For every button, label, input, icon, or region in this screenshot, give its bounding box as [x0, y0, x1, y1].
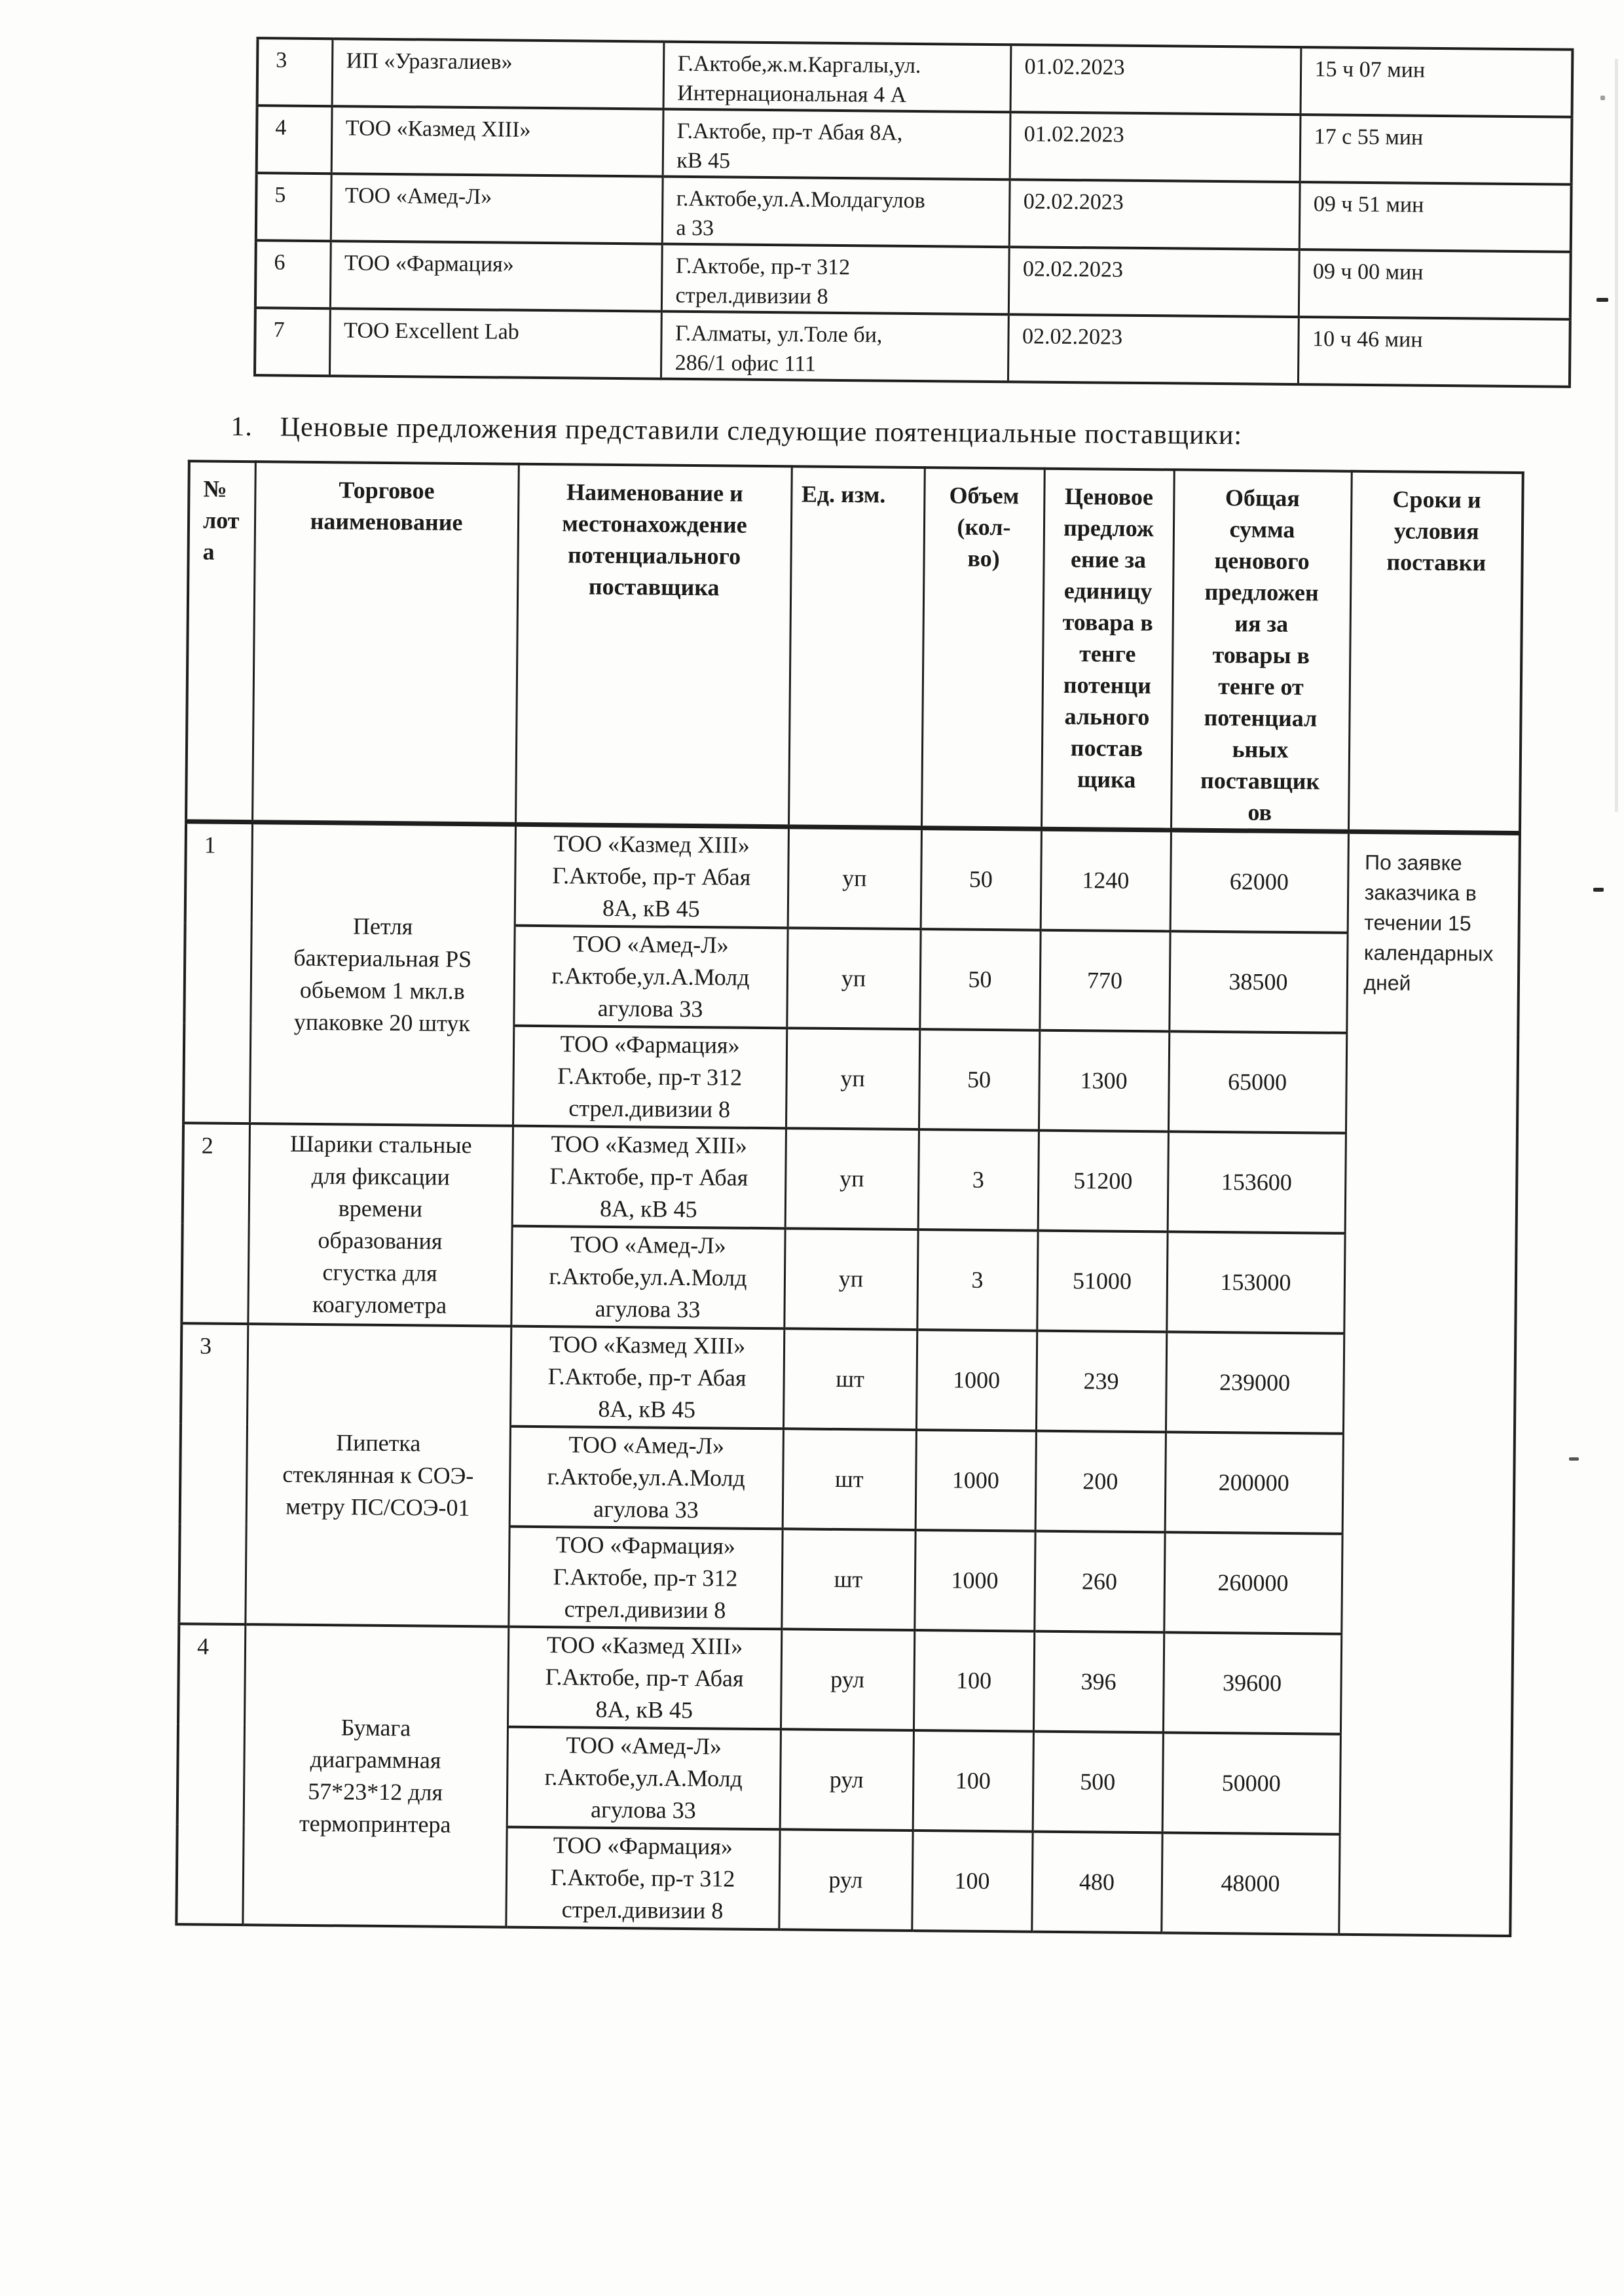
reg-supplier-address: Г.Актобе, пр-т Абая 8А, кВ 45: [663, 109, 1010, 180]
qty-cell: 100: [913, 1730, 1033, 1832]
qty-cell: 3: [918, 1129, 1039, 1231]
qty-cell: 100: [912, 1831, 1032, 1932]
table-row: [256, 173, 1572, 252]
unit-cell: рул: [780, 1729, 913, 1831]
total-cell: 38500: [1169, 931, 1347, 1032]
heading-text: Ценовые предложения представили следующие поятенциальные поставщики:: [280, 412, 1243, 451]
price-cell: 239: [1036, 1331, 1166, 1432]
lot-number-cell: 3: [179, 1323, 248, 1624]
col-header-supplier: Наименование и местонахождение потенциального поставщика: [515, 464, 792, 827]
qty-cell: 1000: [915, 1430, 1036, 1531]
col-header-total-sum: Общая сумма ценового предложен ия за товары в тенге от потенциал ьных поставщик ов: [1171, 469, 1352, 831]
price-cell: 260: [1034, 1531, 1164, 1633]
product-cell: Пипетка стеклянная к СОЭ- метру ПС/СОЭ-01: [245, 1324, 511, 1626]
supplier-cell: ТОО «Казмед XIII» Г.Актобе, пр-т Абая 8А, кВ 45: [510, 1326, 784, 1429]
col-header-lot-number: № лот а: [186, 461, 255, 822]
price-cell: 1300: [1039, 1030, 1169, 1132]
unit-cell: рул: [779, 1829, 912, 1931]
reg-supplier-name: ТОО «Амед-Л»: [331, 173, 663, 244]
reg-supplier-address: Г.Актобе,ж.м.Каргалы,ул. Интернациональная 4 А: [663, 42, 1011, 113]
reg-date: 02.02.2023: [1008, 314, 1299, 384]
qty-cell: 50: [921, 828, 1041, 930]
reg-date: 01.02.2023: [1010, 45, 1301, 115]
total-cell: 153600: [1168, 1131, 1346, 1233]
scan-artifact: [1569, 1457, 1579, 1461]
reg-date: 02.02.2023: [1008, 247, 1299, 317]
scan-edge-streak: [1615, 59, 1618, 812]
lot-number-cell: 2: [181, 1123, 249, 1324]
table-row: [183, 1123, 1517, 1235]
supplier-cell: ТОО «Фармация» Г.Актобе, пр-т 312 стрел.дивизии 8: [508, 1527, 782, 1630]
supplier-cell: ТОО «Казмед XIII» Г.Актобе, пр-т Абая 8А, кВ 45: [507, 1627, 781, 1730]
scan-artifact: [1593, 888, 1604, 892]
col-header-unit-price: Ценовое предлож ение за единицу товара в тенге потенци ального постав щика: [1041, 469, 1174, 830]
price-cell: 200: [1035, 1431, 1166, 1533]
qty-cell: 1000: [914, 1530, 1035, 1631]
total-cell: 48000: [1161, 1832, 1339, 1934]
table-row: [257, 105, 1572, 185]
reg-row-number: 3: [257, 38, 333, 106]
reg-time: 10 ч 46 мин: [1298, 317, 1570, 387]
product-cell: Бумага диаграммная 57*23*12 для термопринтера: [242, 1624, 508, 1927]
table-row: [181, 1323, 1515, 1435]
col-header-quantity: Объем (кол- во): [921, 467, 1044, 829]
reg-row-number: 6: [255, 240, 331, 308]
supplier-cell: ТОО «Амед-Л» г.Актобе,ул.А.Молд агулова 33: [513, 926, 787, 1029]
reg-date: 02.02.2023: [1009, 179, 1300, 249]
supplier-cell: ТОО «Фармация» Г.Актобе, пр-т 312 стрел.дивизии 8: [506, 1827, 779, 1930]
header-row: [186, 461, 1523, 833]
product-cell: Шарики стальные для фиксации времени образования сгустка для коагулометра: [248, 1123, 513, 1326]
delivery-terms-cell: По заявке заказчика в течении 15 календарных дней: [1338, 831, 1520, 1936]
table-row: [257, 38, 1573, 117]
reg-supplier-address: г.Актобе,ул.А.Молдагулов а 33: [662, 177, 1010, 247]
offers-table: [175, 460, 1524, 1937]
product-cell: Петля бактериальная PS обьемом 1 мкл.в упаковке 20 штук: [249, 822, 515, 1126]
unit-cell: шт: [783, 1328, 917, 1430]
supplier-cell: ТОО «Амед-Л» г.Актобе,ул.А.Молд агулова 33: [507, 1727, 781, 1830]
unit-cell: шт: [783, 1429, 916, 1530]
reg-supplier-address: Г.Алматы, ул.Толе би, 286/1 офис 111: [661, 312, 1008, 382]
col-header-product: Торговое наименование: [252, 462, 519, 824]
scan-artifact: [1600, 96, 1605, 100]
reg-supplier-address: Г.Актобе, пр-т 312 стрел.дивизии 8: [661, 244, 1009, 315]
unit-cell: уп: [786, 928, 920, 1029]
heading-number: 1.: [231, 411, 253, 443]
price-cell: 51200: [1038, 1131, 1168, 1232]
reg-time: 09 ч 51 мин: [1299, 182, 1572, 252]
unit-cell: уп: [784, 1228, 917, 1330]
total-cell: 200000: [1165, 1432, 1343, 1533]
supplier-cell: ТОО «Фармация» Г.Актобе, пр-т 312 стрел.дивизии 8: [513, 1026, 786, 1129]
price-cell: 396: [1033, 1631, 1164, 1733]
supplier-cell: ТОО «Казмед XIII» Г.Актобе, пр-т Абая 8А, кВ 45: [512, 1126, 786, 1229]
unit-cell: рул: [781, 1629, 914, 1730]
total-cell: 65000: [1168, 1031, 1346, 1133]
col-header-unit: Ед. изм.: [788, 466, 925, 828]
qty-cell: 50: [919, 1029, 1039, 1131]
qty-cell: 50: [919, 929, 1040, 1030]
lot-number-cell: 1: [183, 822, 252, 1123]
unit-cell: шт: [781, 1529, 915, 1630]
qty-cell: 3: [917, 1230, 1037, 1331]
reg-supplier-name: ТОО «Фармация»: [330, 241, 662, 311]
supplier-cell: ТОО «Амед-Л» г.Актобе,ул.А.Молд агулова 33: [511, 1226, 784, 1329]
price-cell: 480: [1031, 1832, 1162, 1933]
col-header-delivery-terms: Сроки и условия поставки: [1348, 471, 1523, 833]
price-cell: 770: [1039, 930, 1170, 1032]
reg-supplier-name: ТОО «Казмед XIII»: [331, 106, 663, 176]
table-row: [178, 1624, 1513, 1736]
table-row: [185, 822, 1520, 934]
reg-time: 15 ч 07 мин: [1301, 47, 1573, 117]
reg-row-number: 7: [255, 308, 330, 376]
supplier-cell: ТОО «Казмед XIII» Г.Актобе, пр-т Абая 8А, кВ 45: [515, 824, 788, 928]
qty-cell: 100: [913, 1630, 1034, 1732]
total-cell: 239000: [1166, 1332, 1344, 1433]
supplier-cell: ТОО «Амед-Л» г.Актобе,ул.А.Молд агулова 33: [509, 1427, 783, 1529]
total-cell: 153000: [1166, 1231, 1344, 1333]
reg-supplier-name: ТОО Excellent Lab: [329, 308, 661, 378]
reg-date: 01.02.2023: [1010, 112, 1301, 182]
unit-cell: уп: [786, 1028, 919, 1129]
reg-time: 17 с 55 мин: [1300, 115, 1572, 185]
total-cell: 62000: [1170, 830, 1348, 933]
registration-table: [253, 37, 1574, 388]
price-cell: 1240: [1041, 829, 1171, 931]
qty-cell: 1000: [916, 1330, 1037, 1431]
reg-row-number: 4: [257, 105, 332, 173]
table-row: [255, 240, 1571, 319]
lot-number-cell: 4: [176, 1624, 245, 1925]
reg-supplier-name: ИП «Уразгалиев»: [332, 39, 664, 109]
section-heading: [231, 411, 1242, 451]
total-cell: 260000: [1164, 1532, 1342, 1633]
reg-time: 09 ч 00 мин: [1299, 249, 1571, 319]
price-cell: 500: [1033, 1732, 1163, 1833]
total-cell: 50000: [1162, 1732, 1340, 1834]
reg-row-number: 5: [256, 173, 331, 241]
table-row: [255, 308, 1570, 387]
scan-artifact: [1596, 298, 1608, 302]
unit-cell: уп: [788, 827, 921, 929]
total-cell: 39600: [1163, 1632, 1341, 1734]
unit-cell: уп: [785, 1128, 919, 1230]
price-cell: 51000: [1037, 1231, 1167, 1332]
